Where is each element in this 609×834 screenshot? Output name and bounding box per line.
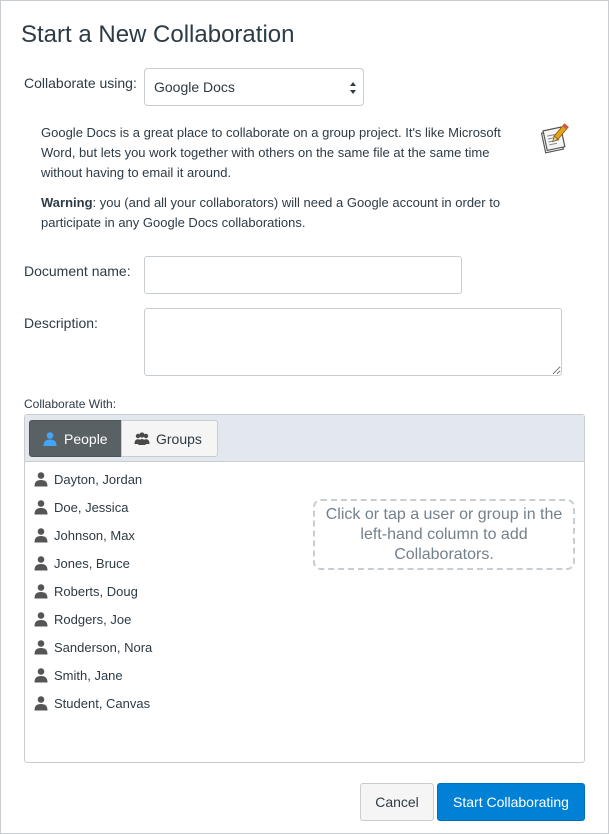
- person-icon: [42, 431, 58, 447]
- list-item[interactable]: [33, 465, 293, 493]
- person-name: Doe, Jessica: [54, 499, 129, 515]
- list-item[interactable]: [33, 661, 293, 689]
- user-icon: [33, 583, 49, 599]
- document-name-label: Document name:: [24, 263, 131, 279]
- add-collaborators-hint: Click or tap a user or group in the left-hand column to add Collaborators.: [313, 499, 575, 570]
- collaborator-picker: [24, 414, 585, 763]
- tab-groups[interactable]: [121, 420, 218, 457]
- user-icon: [33, 555, 49, 571]
- person-name: Roberts, Doug: [54, 583, 138, 599]
- collaborate-with-label: Collaborate With:: [24, 397, 117, 411]
- group-icon: [134, 431, 150, 447]
- description-label: Description:: [24, 315, 98, 331]
- list-item[interactable]: [33, 549, 293, 577]
- service-description-text: Google Docs is a great place to collaborate on a group project. It's like Microsoft Word, but lets you work together with others on the same file at the same time without having to email it around.: [41, 125, 501, 180]
- user-icon: [33, 471, 49, 487]
- person-name: Rodgers, Joe: [54, 611, 132, 627]
- list-item[interactable]: [33, 605, 293, 633]
- list-item[interactable]: [33, 633, 293, 661]
- service-description: [41, 123, 521, 233]
- document-pencil-icon: [537, 123, 569, 155]
- list-item[interactable]: [33, 521, 293, 549]
- user-icon: [33, 611, 49, 627]
- user-icon: [33, 527, 49, 543]
- description-textarea[interactable]: [144, 308, 562, 376]
- person-name: Dayton, Jordan: [54, 471, 143, 487]
- collaborator-tabs: [25, 415, 584, 462]
- collaboration-type-value: Google Docs: [154, 79, 235, 95]
- people-list: [33, 465, 293, 717]
- tab-people[interactable]: [29, 420, 122, 457]
- list-item[interactable]: [33, 689, 293, 717]
- user-icon: [33, 499, 49, 515]
- tab-people-label: People: [64, 430, 108, 447]
- person-name: Student, Canvas: [54, 695, 151, 711]
- person-name: Johnson, Max: [54, 527, 135, 543]
- document-name-input[interactable]: [144, 256, 462, 294]
- list-item[interactable]: [33, 577, 293, 605]
- person-name: Smith, Jane: [54, 667, 123, 683]
- select-arrows-icon: [349, 80, 357, 96]
- tab-groups-label: Groups: [156, 430, 202, 447]
- dialog-title: Start a New Collaboration: [21, 21, 295, 48]
- cancel-button[interactable]: Cancel: [360, 783, 434, 821]
- list-item[interactable]: [33, 493, 293, 521]
- person-name: Jones, Bruce: [54, 555, 130, 571]
- user-icon: [33, 695, 49, 711]
- user-icon: [33, 667, 49, 683]
- warning-text: : you (and all your collaborators) will need a Google account in order to participate in any Google Docs collaborations.: [41, 195, 501, 230]
- warning-label: Warning: [41, 195, 93, 210]
- person-name: Sanderson, Nora: [54, 639, 153, 655]
- start-collaborating-button[interactable]: Start Collaborating: [437, 783, 585, 821]
- warning-paragraph: [41, 193, 521, 233]
- collaborate-using-label: Collaborate using:: [24, 75, 137, 91]
- user-icon: [33, 639, 49, 655]
- collaboration-type-select[interactable]: [144, 68, 364, 106]
